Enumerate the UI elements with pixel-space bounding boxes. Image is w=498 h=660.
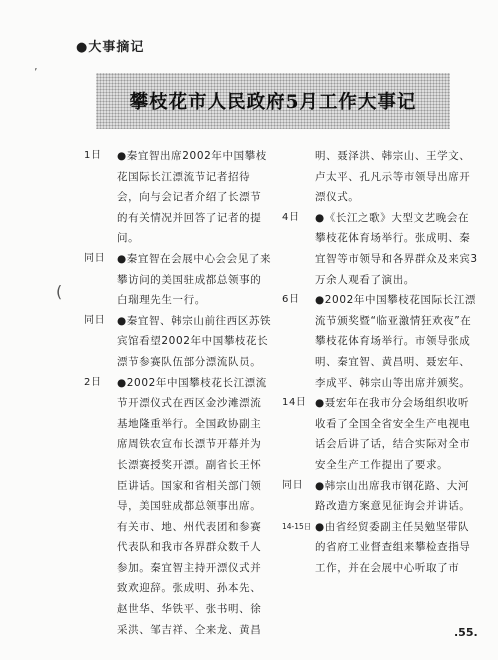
page-number: .55. [454,626,478,639]
event-date: 同日 [282,479,304,491]
event-text: ●韩宗山出席我市钢花路、大河路改造方案意见征询会并讲话。 [315,479,471,513]
event-date: 1日 [84,150,102,161]
event-entry [282,476,478,517]
scan-mark: ( [56,282,63,301]
event-text: 明、聂泽洪、韩宗山、王学文、卢太平、孔凡示等市领导出席开漂仪式。 [315,150,471,204]
event-entry [282,393,478,475]
event-date: 14-15日 [282,521,312,531]
event-date: 2日 [84,376,102,388]
event-date: 6日 [282,294,300,306]
event-date: 同日 [84,314,106,326]
event-text: ●由省经贸委副主任吴勉坚带队的省府工业督查组来攀检查指导工作，并在会展中心听取了市 [315,520,471,574]
event-date: 4日 [282,211,300,223]
event-entry [282,517,478,579]
event-entry [84,146,272,249]
event-entry [282,146,478,208]
event-text: ●《长江之歌》大型文艺晚会在攀枝花体育场举行。张成明、秦宜智等市领导和各界群众及来宾3万余人观看了演出。 [315,211,478,286]
event-entry [84,311,272,373]
event-text: ●聂宏年在我市分会场组织收听收看了全国全省安全生产电视电话会后讲了话，结合实际对全市安全生产工作提出了要求。 [315,397,471,471]
left-column [84,146,272,640]
event-text: ●秦宜智出席2002年中国攀枝花国际长江漂流节记者招待会，向与会记者介绍了长漂节的有关情况并回答了记者的提问。 [117,150,267,245]
event-date: 同日 [84,252,106,264]
scan-mark: ʼ [34,66,38,79]
event-text: ●2002年中国攀枝花长江漂流节开漂仪式在西区金沙滩漂流基地隆重举行。全国政协副主席周铁农宣布长漂节开幕并为长漂赛授奖开漂。副省长王怀臣讲话。国家和省相关部门领导，美国驻成都总领事出席。有关市、地、州代表团和参赛代表队和我市各界群众数千人参加。秦宜智主持开漂仪式并致欢迎辞。张成明、孙本先、赵世华、华铁平、张书明、徐采洪、邹吉祥、仝来龙、黄昌 [117,376,267,636]
event-entry [84,373,272,641]
event-date: 14日 [282,397,307,409]
event-entry [282,208,478,290]
event-text: ●秦宜智在会展中心会会见了来攀访问的美国驻成都总领事的白瑞理先生一行。 [117,252,272,307]
event-text: ●秦宜智、韩宗山前往西区苏铁宾馆看望2002年中国攀枝花长漂节参赛队伍部分漂流队员。 [117,314,272,368]
title-banner [96,73,450,129]
section-header: ●大事摘记 [76,40,145,55]
right-column [282,146,478,578]
event-text: ●2002年中国攀枝花国际长江漂流节颁奖暨“临亚激情狂欢夜”在攀枝花体育场举行。市领导张成明、秦宜智、黄昌明、聂宏年、李成平、韩宗山等出席并颁奖。 [315,294,476,389]
page-title: 攀枝花市人民政府5月工作大事记 [129,92,417,113]
event-entry [282,290,478,393]
event-entry [84,249,272,311]
